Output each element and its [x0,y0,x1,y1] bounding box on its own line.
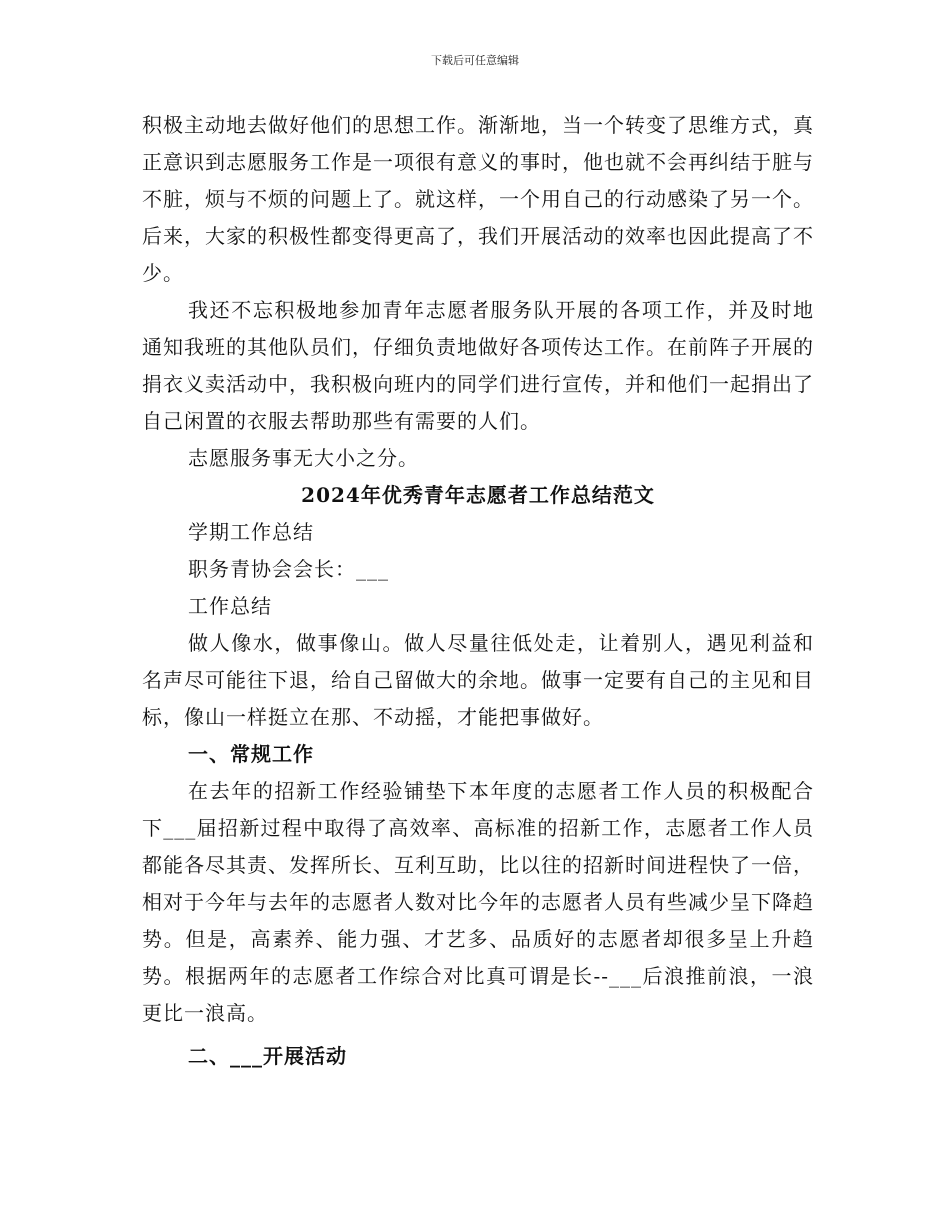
paragraph-2: 我还不忘积极地参加青年志愿者服务队开展的各项工作，并及时地通知我班的其他队员们，仔细负责地做好各项传达工作。在前阵子开展的捐衣义卖活动中，我积极向班内的同学们进行宣传，并和他们一起捐出了自己闲置的衣服去帮助那些有需要的人们。 [142,298,814,433]
line-term-summary: 学期工作总结 [188,520,314,544]
section-heading-1: 一、常规工作 [188,742,314,766]
document-body [142,107,814,1075]
paragraph-3: 志愿服务事无大小之分。 [188,446,419,470]
page-header-note: 下载后可任意编辑 [431,54,519,67]
line-position: 职务青协会会长：___ [188,557,389,581]
paragraph-1: 积极主动地去做好他们的思想工作。渐渐地，当一个转变了思维方式，真正意识到志愿服务工作是一项很有意义的事时，他也就不会再纠结于脏与不脏，烦与不烦的问题上了。就这样，一个用自己的行动感染了另一个。后来，大家的积极性都变得更高了，我们开展活动的效率也因此提高了不少。 [142,113,814,285]
document-title: 2024年优秀青年志愿者工作总结范文 [301,483,655,507]
line-work-summary: 工作总结 [188,594,272,618]
paragraph-5: 在去年的招新工作经验铺垫下本年度的志愿者工作人员的积极配合下___届招新过程中取得了高效率、高标准的招新工作，志愿者工作人员都能各尽其责、发挥所长、互利互助，比以往的招新时间进程快了一倍，相对于今年与去年的志愿者人数对比今年的志愿者人员有些减少呈下降趋势。但是，高素养、能力强、才艺多、品质好的志愿者却很多呈上升趋势。根据两年的志愿者工作综合对比真可谓是长--___后浪推前浪，一浪更比一浪高。 [142,779,814,1025]
section-heading-2: 二、___开展活动 [188,1044,347,1068]
paragraph-4: 做人像水，做事像山。做人尽量往低处走，让着别人，遇见利益和名声尽可能往下退，给自己留做大的余地。做事一定要有自己的主见和目标，像山一样挺立在那、不动摇，才能把事做好。 [142,631,814,729]
